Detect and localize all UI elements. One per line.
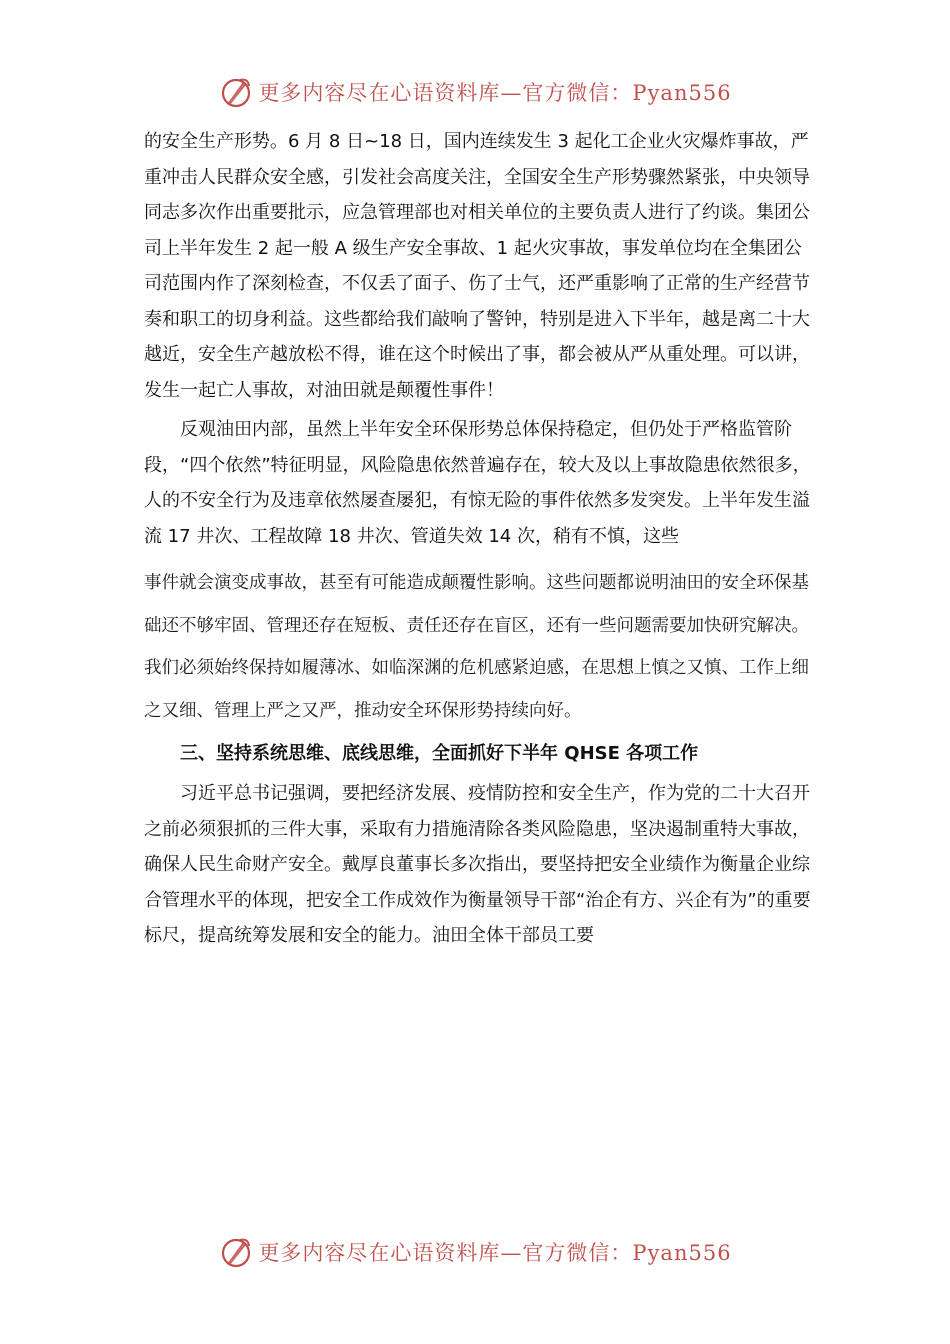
watermark-text: 更多内容尽在心语资料库—官方微信：Pyan556 [258,1241,732,1265]
quill-logo-icon [218,1234,254,1270]
paragraph-oilfield-internal: 反观油田内部，虽然上半年安全环保形势总体保持稳定，但仍处于严格监管阶段，“四个依然”特征明显，风险隐患依然普遍存在，较大及以上事故隐患依然很多，人的不安全行为及违章依然屡查屡犯，有惊无险的事件依然多发突发。上半年发生溢流 17 井次、工程故障 18 井次、管道失效 14 次，稍有不慎，这些 [144,419,811,547]
header-watermark-banner [0,72,950,112]
quill-logo-icon [218,74,254,110]
footer-watermark-banner [0,1232,950,1272]
paragraph-oilfield-internal-continued: 事件就会演变成事故，甚至有可能造成颠覆性影响。这些问题都说明油田的安全环保基础还不够牢固、管理还存在短板、责任还存在盲区，还有一些问题需要加快研究解决。我们必须始终保持如履薄冰、如临深渊的危机感紧迫感，在思想上慎之又慎、工作上细之又细、管理上严之又严，推动安全环保形势持续向好。 [144,573,809,721]
watermark-text: 更多内容尽在心语资料库—官方微信：Pyan556 [258,81,732,105]
document-body [144,124,816,954]
paragraph-safety-situation: 的安全生产形势。6 月 8 日~18 日，国内连续发生 3 起化工企业火灾爆炸事故，严重冲击人民群众安全感，引发社会高度关注，全国安全生产形势骤然紧张，中央领导同志多次作出重要批示，应急管理部也对相关单位的主要负责人进行了约谈。集团公司上半年发生 2 起一般 A 级生产安全事故、1 起火灾事故，事发单位均在全集团公司范围内作了深刻检查，不仅丢了面子、伤了士气，还严重影响了正常的生产经营节奏和职工的切身利益。这些都给我们敲响了警钟，特别是进入下半年，越是离二十大越近，安全生产越放松不得，谁在这个时候出了事，都会被从严从重处理。可以讲，发生一起亡人事故，对油田就是颠覆性事件！ [144,131,810,401]
paragraph-xi-emphasis: 习近平总书记强调，要把经济发展、疫情防控和安全生产，作为党的二十大召开之前必须狠抓的三件大事，采取有力措施清除各类风险隐患，坚决遏制重特大事故，确保人民生命财产安全。戴厚良董事长多次指出，要坚持把安全业绩作为衡量企业综合管理水平的体现，把安全工作成效作为衡量领导干部“治企有方、兴企有为”的重要标尺，提高统筹发展和安全的能力。油田全体干部员工要 [144,783,811,946]
section-heading-three: 三、坚持系统思维、底线思维，全面抓好下半年 QHSE 各项工作 [180,743,699,764]
